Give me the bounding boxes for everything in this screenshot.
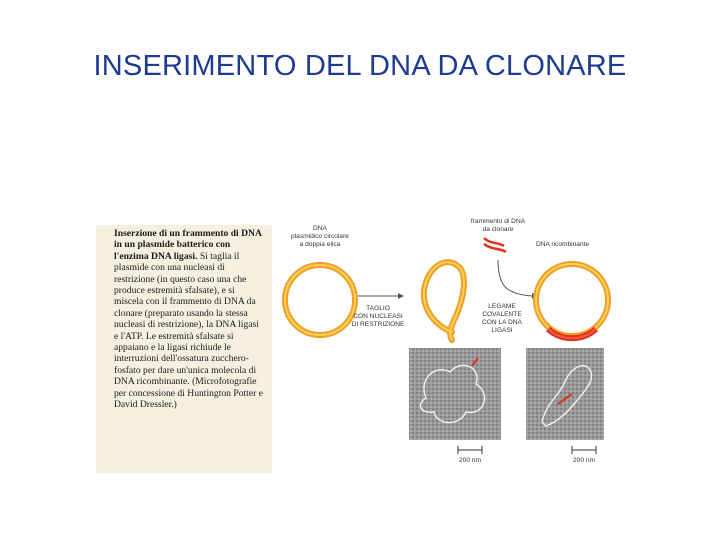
plasmid-label-2: plasmidico circolare — [291, 233, 349, 240]
caption-lead: Inserzione di un frammento di DNA in un plasmide batterico con l'enzima DNA ligasi. — [114, 228, 262, 262]
fragment-label-1: frammento di DNA — [470, 218, 526, 225]
scale-label-left: 200 nm — [459, 457, 481, 464]
micrograph-left — [409, 348, 501, 440]
slide-title: INSERIMENTO DEL DNA DA CLONARE — [93, 50, 627, 82]
scale-bar-right — [572, 446, 596, 454]
cut-label-1: TAGLIO — [366, 305, 390, 312]
ligate-label-3: CON LA DNA — [482, 319, 522, 326]
fragment-label-2: da clonare — [482, 226, 514, 233]
plasmid-label-3: a doppia elica — [299, 241, 341, 248]
caption-body: Si taglia il plasmide con una nucleasi di restrizione (in questo caso una che produce estremità sfalsate), e si miscela con il frammento di DNA da clonare (preparato usando la stessa nucleasi di restrizione), la DNA ligasi e l'ATP. Le estremità sfalsate si appaiano e la ligasi richiude le interruzioni dell'ossatura zucchero-fosfato per dare un'unica molecola di DNA ricombinante. (Microfotografie per concessione di Huntington Potter e David Dressler.) — [114, 250, 263, 411]
ligate-label-1: LEGAME — [488, 303, 516, 310]
arrow-cut-icon — [358, 293, 404, 299]
arrow-ligate-icon — [498, 260, 538, 299]
dna-fragment-insert — [484, 238, 506, 252]
circular-plasmid — [285, 265, 355, 335]
plasmid-label-1: DNA — [313, 225, 327, 232]
ligate-label-4: LIGASI — [491, 327, 513, 334]
scale-bar-left — [458, 446, 482, 454]
ligate-label-2: COVALENTE — [482, 311, 522, 318]
scale-label-right: 200 nm — [573, 457, 595, 464]
cut-label-3: DI RESTRIZIONE — [351, 321, 405, 328]
cut-label-2: CON NUCLEASI — [353, 313, 403, 320]
opened-plasmid — [424, 262, 464, 340]
cloning-diagram — [96, 208, 616, 473]
recombinant-plasmid — [536, 264, 608, 338]
micrograph-right — [526, 348, 604, 440]
recombinant-label: DNA ricombinante — [536, 241, 590, 248]
dna-cloning-figure — [96, 208, 616, 473]
